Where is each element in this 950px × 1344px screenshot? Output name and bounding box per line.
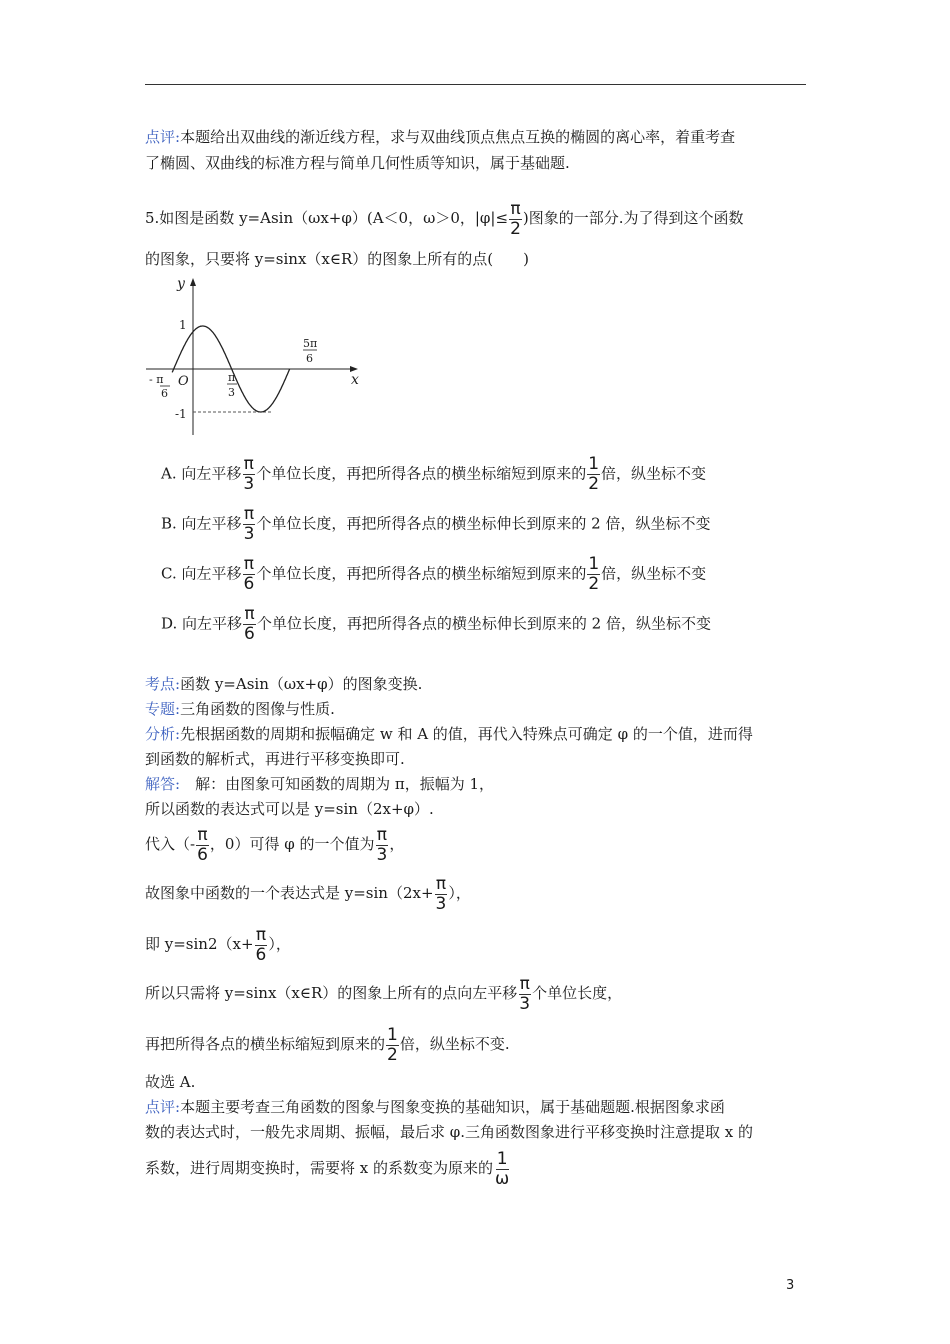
frac-num: π <box>510 198 521 219</box>
option-d-mid: 个单位长度，再把所得各点的横坐标伸长到原来的 2 倍，纵坐标不变 <box>256 614 711 633</box>
kaodian-label: 考点: <box>145 675 181 693</box>
jieda-line3-frac1 <box>196 824 209 865</box>
jieda-line7-a: 再把所得各点的横坐标缩短到原来的 <box>145 1035 386 1053</box>
fenxi-text-1: 先根据函数的周期和振幅确定 w 和 A 的值，再代入特殊点可确定 φ 的一个值，进而得 <box>180 725 753 743</box>
frac-num: 1 <box>496 1148 508 1169</box>
jieda-line3-frac2 <box>376 824 389 865</box>
jieda-line3-c: ， <box>389 835 405 853</box>
frac-num: π <box>376 824 388 845</box>
tick-label-5pi6-den: 6 <box>306 352 313 365</box>
jieda-text-2: 所以函数的表达式可以是 y=sin（2x+φ）. <box>145 800 434 818</box>
q5-line2: 的图象，只要将 y=sinx（x∈R）的图象上所有的点( ) <box>145 249 529 268</box>
option-a-scale-fraction <box>587 456 600 493</box>
frac-den: 6 <box>244 624 255 644</box>
review2-text-1: 本题主要考查三角函数的图象与图象变换的基础知识，属于基础题题.根据图象求函 <box>180 1098 725 1116</box>
jieda-line3-a: 代入（- <box>145 835 196 853</box>
frac-den: 6 <box>243 574 255 594</box>
tick-label-neg-pi6-num: - π <box>149 373 164 386</box>
y-axis-label: y <box>177 276 185 292</box>
frac-den: 3 <box>519 993 531 1014</box>
option-a[interactable] <box>161 456 706 493</box>
review2-label: 点评: <box>145 1098 181 1116</box>
frac-den: 3 <box>376 844 388 865</box>
review2-line3-a: 系数，进行周期变换时，需要将 x 的系数变为原来的 <box>145 1159 493 1177</box>
zhuanti-label: 专题: <box>145 700 181 718</box>
review2-line3-frac <box>494 1148 510 1189</box>
origin-label: O <box>178 374 189 389</box>
fenxi-label: 分析: <box>145 725 181 743</box>
jieda-line6-b: 个单位长度， <box>532 984 623 1002</box>
frac-den: 3 <box>243 474 255 494</box>
tick-label-neg1: -1 <box>175 407 187 421</box>
jieda-text-1: 解：由图象可知函数的周期为 π，振幅为 1， <box>180 775 495 793</box>
phi-bound-fraction <box>509 198 522 239</box>
jieda-line4-a: 故图象中函数的一个表达式是 y=sin（2x+ <box>145 884 434 902</box>
option-c-mid: 个单位长度，再把所得各点的横坐标缩短到原来的 <box>256 564 587 583</box>
frac-den: 6 <box>197 844 208 865</box>
kaodian-text: 函数 y=Asin（ωx+φ）的图象变换. <box>180 675 423 693</box>
option-c[interactable] <box>161 556 706 593</box>
frac-num: π <box>519 973 530 994</box>
jieda-line3-b: ，0）可得 φ 的一个值为 <box>209 835 375 853</box>
jieda-line4-frac <box>435 873 448 914</box>
frac-num: π <box>243 454 254 474</box>
option-a-mid: 个单位长度，再把所得各点的横坐标缩短到原来的 <box>256 464 587 483</box>
tick-label-1: 1 <box>179 318 187 332</box>
jieda-line5-a: 即 y=sin2（x+ <box>145 935 254 953</box>
frac-num: π <box>243 554 255 574</box>
frac-num: π <box>244 604 255 624</box>
option-a-shift-fraction <box>242 456 255 493</box>
frac-den: 2 <box>588 574 600 594</box>
jieda-line4-b: ）， <box>448 884 471 902</box>
jieda-line6-frac <box>518 973 531 1014</box>
jieda-line5-frac <box>255 924 268 965</box>
frac-den: 3 <box>435 893 447 914</box>
option-c-shift-fraction <box>242 556 255 593</box>
jieda-line6-a: 所以只需将 y=sinx（x∈R）的图象上所有的点向左平移 <box>145 984 518 1002</box>
frac-den: 2 <box>510 218 521 239</box>
frac-den: 2 <box>588 474 600 494</box>
frac-num: π <box>243 504 255 524</box>
tick-label-5pi6-num: 5π <box>303 337 318 350</box>
review-text-1: 本题给出双曲线的渐近线方程，求与双曲线顶点焦点互换的椭圆的离心率，着重考查 <box>180 128 736 146</box>
frac-num: π <box>197 824 208 845</box>
option-b-mid: 个单位长度，再把所得各点的横坐标伸长到原来的 2 倍，纵坐标不变 <box>256 514 711 533</box>
option-d-pre: D. 向左平移 <box>161 614 243 633</box>
frac-den: 3 <box>243 524 255 544</box>
review2-text-2: 数的表达式时，一般先求周期、振幅，最后求 φ.三角函数图象进行平移变换时注意提取 x 的 <box>145 1123 754 1141</box>
page-number: 3 <box>786 1278 795 1293</box>
solution-meta <box>145 672 810 822</box>
frac-num: 1 <box>588 454 600 474</box>
y-axis-arrow <box>190 278 196 286</box>
jieda-line7-frac <box>386 1024 399 1065</box>
option-d-shift-fraction <box>243 606 256 643</box>
frac-den: 6 <box>255 944 267 965</box>
option-c-post: 倍，纵坐标不变 <box>601 564 707 583</box>
sine-graph <box>140 272 370 442</box>
header-rule <box>145 84 806 85</box>
answer-and-review <box>145 1070 810 1145</box>
review-text-2: 了椭圆、双曲线的标准方程与简单几何性质等知识，属于基础题. <box>145 154 570 172</box>
jieda-label: 解答: <box>145 775 181 793</box>
frac-num: π <box>435 873 447 894</box>
question-5 <box>145 200 810 272</box>
q5-line1-a: 5.如图是函数 y=Asin（ωx+φ）(A＜0，ω＞0，|φ|≤ <box>145 209 509 227</box>
frac-num: 1 <box>588 554 600 574</box>
jieda-line-6 <box>145 973 810 1013</box>
option-b[interactable] <box>161 506 710 543</box>
fenxi-text-2: 到函数的解析式，再进行平移变换即可. <box>145 750 405 768</box>
frac-num: π <box>255 924 267 945</box>
jieda-line-7 <box>145 1024 810 1064</box>
option-a-post: 倍，纵坐标不变 <box>601 464 707 483</box>
frac-den: 2 <box>387 1044 398 1065</box>
option-b-pre: B. 向左平移 <box>161 514 242 533</box>
option-c-scale-fraction <box>587 556 600 593</box>
option-d[interactable] <box>161 606 711 643</box>
frac-den: ω <box>495 1168 510 1189</box>
review-1 <box>145 124 810 176</box>
tick-label-neg-pi6-den: 6 <box>161 387 168 400</box>
tick-label-pi3-den: 3 <box>228 386 235 399</box>
review2-line-3 <box>145 1148 810 1188</box>
jieda-line-5 <box>145 924 810 964</box>
tick-label-pi3-num: π <box>228 371 236 384</box>
zhuanti-text: 三角函数的图像与性质. <box>180 700 335 718</box>
review-label: 点评: <box>145 128 181 146</box>
jieda-line-3 <box>145 824 810 864</box>
option-c-pre: C. 向左平移 <box>161 564 242 583</box>
answer-choice: 故选 A. <box>145 1073 196 1091</box>
jieda-line5-b: ）， <box>268 935 291 953</box>
jieda-line-4 <box>145 873 810 913</box>
option-b-shift-fraction <box>243 506 256 543</box>
jieda-line7-b: 倍，纵坐标不变. <box>399 1035 510 1053</box>
frac-num: 1 <box>387 1024 398 1045</box>
x-axis-label: x <box>351 372 359 388</box>
option-a-pre: A. 向左平移 <box>161 464 242 483</box>
q5-line1-b: )图象的一部分.为了得到这个函数 <box>522 209 744 227</box>
